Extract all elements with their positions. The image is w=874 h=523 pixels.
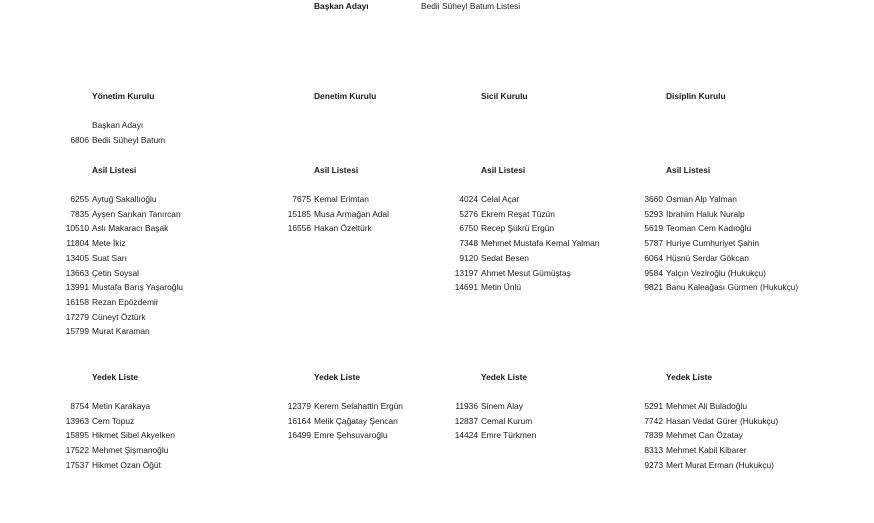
member-name: Huriye Cumhuriyet Şahin bbox=[666, 238, 760, 249]
chair-number: 6806 bbox=[70, 135, 89, 145]
member-name: Aytuğ Sakallıoğlu bbox=[92, 194, 157, 204]
member-number: 9120 bbox=[459, 252, 478, 263]
list-item bbox=[55, 192, 183, 207]
asil-list-denetim bbox=[283, 192, 389, 236]
list-item bbox=[639, 236, 798, 251]
member-number: 5293 bbox=[644, 208, 663, 219]
yedek-list-sicil bbox=[450, 399, 536, 443]
list-item bbox=[55, 280, 183, 295]
member-name: Kerem Selahattin Ergün bbox=[314, 401, 403, 411]
member-number: 11804 bbox=[66, 238, 89, 249]
member-name: Osman Alp Yalman bbox=[666, 194, 737, 204]
list-item bbox=[450, 414, 536, 429]
list-item bbox=[55, 458, 175, 473]
member-name: Kemal Erimtan bbox=[314, 194, 369, 204]
asil-title-sicil: Asil Listesi bbox=[481, 165, 526, 175]
list-item bbox=[283, 428, 403, 443]
member-name: Emre Şehsuvaroğlu bbox=[314, 430, 388, 441]
member-number: 8754 bbox=[70, 401, 89, 411]
list-item bbox=[55, 266, 183, 281]
list-item bbox=[639, 428, 778, 443]
member-number: 5291 bbox=[644, 401, 663, 411]
member-name: Cem Topuz bbox=[92, 415, 135, 426]
member-number: 7348 bbox=[459, 238, 478, 249]
list-item bbox=[450, 207, 599, 222]
list-item bbox=[55, 221, 183, 236]
list-item bbox=[639, 266, 798, 281]
member-number: 12379 bbox=[287, 401, 311, 411]
list-item bbox=[55, 428, 175, 443]
member-name: Rezan Epözdemir bbox=[92, 296, 159, 307]
member-number: 7675 bbox=[292, 194, 311, 204]
list-item bbox=[55, 310, 183, 325]
list-item bbox=[55, 443, 175, 458]
member-name: Sedat Besen bbox=[481, 252, 529, 263]
member-name: Celal Açar bbox=[481, 194, 520, 204]
member-number: 14691 bbox=[454, 282, 478, 293]
member-number: 17279 bbox=[65, 311, 89, 322]
list-item bbox=[55, 251, 183, 266]
member-number: 9273 bbox=[644, 459, 663, 470]
member-name: Metin Karakaya bbox=[92, 401, 151, 411]
list-item bbox=[55, 399, 175, 414]
list-item bbox=[283, 207, 389, 222]
list-item bbox=[450, 221, 599, 236]
member-number: 6064 bbox=[644, 252, 663, 263]
yedek-title-denetim: Yedek Liste bbox=[314, 372, 361, 382]
member-number: 10510 bbox=[65, 223, 89, 234]
list-item bbox=[639, 458, 778, 473]
asil-title-denetim: Asil Listesi bbox=[314, 165, 359, 175]
member-number: 15185 bbox=[287, 208, 311, 219]
member-number: 13663 bbox=[65, 267, 89, 278]
yedek-title-disiplin: Yedek Liste bbox=[666, 372, 713, 382]
member-name: Mete İkiz bbox=[92, 238, 126, 249]
member-number: 9584 bbox=[644, 267, 663, 278]
asil-list-disiplin bbox=[639, 192, 798, 295]
member-number: 16556 bbox=[287, 223, 311, 234]
member-name: Hüsnü Serdar Gökcan bbox=[666, 252, 749, 263]
member-name: Metin Ünlü bbox=[481, 282, 522, 293]
member-name: Hasan Vedat Gürer (Hukukçu) bbox=[666, 415, 779, 426]
col-title-denetim: Denetim Kurulu bbox=[314, 91, 377, 101]
col-title-yonetim: Yönetim Kurulu bbox=[92, 91, 155, 101]
member-name: Cemal Kurum bbox=[481, 415, 533, 426]
member-name: Mustafa Barış Yaşaroğlu bbox=[92, 282, 183, 293]
chair-row bbox=[55, 133, 165, 148]
member-name: Hikmet Ozan Öğüt bbox=[92, 459, 161, 470]
list-item bbox=[639, 414, 778, 429]
list-item bbox=[639, 443, 778, 458]
member-name: Mehmet Can Özatay bbox=[666, 430, 743, 441]
list-item bbox=[639, 399, 778, 414]
list-item bbox=[450, 428, 536, 443]
member-number: 13197 bbox=[454, 267, 478, 278]
member-number: 13405 bbox=[65, 252, 89, 263]
asil-title-disiplin: Asil Listesi bbox=[666, 165, 711, 175]
member-name: Aslı Makaracı Başak bbox=[92, 223, 169, 234]
list-item bbox=[283, 192, 389, 207]
list-item bbox=[450, 399, 536, 414]
member-name: Ekrem Reşat Tüzün bbox=[481, 208, 555, 219]
list-item bbox=[283, 221, 389, 236]
member-number: 6255 bbox=[70, 194, 89, 204]
member-name: Melik Çağatay Şencan bbox=[314, 415, 398, 426]
member-name: İbrahim Haluk Nuralp bbox=[666, 208, 745, 219]
member-number: 6750 bbox=[459, 223, 478, 234]
member-name: Mehmet Mustafa Kemal Yalman bbox=[481, 238, 600, 249]
member-name: Hikmet Sibel Akyelken bbox=[92, 430, 175, 441]
list-item bbox=[639, 280, 798, 295]
member-number: 12837 bbox=[454, 415, 478, 426]
member-number: 13991 bbox=[65, 282, 89, 293]
asil-title-yonetim: Asil Listesi bbox=[92, 165, 137, 175]
member-name: Ahmet Mesut Gümüştaş bbox=[481, 267, 571, 278]
member-name: Emre Türkmen bbox=[481, 430, 537, 441]
member-name: Yalçın Veziroğlu (Hukukçu) bbox=[666, 267, 766, 278]
member-number: 17537 bbox=[65, 459, 89, 470]
member-name: Cüneyt Öztürk bbox=[92, 311, 146, 322]
member-name: Mert Murat Erman (Hukukçu) bbox=[666, 459, 774, 470]
col-title-sicil: Sicil Kurulu bbox=[481, 91, 528, 101]
member-name: Banu Kaleağası Gürmen (Hukukçu) bbox=[666, 282, 799, 293]
member-name: Recep Şükrü Ergün bbox=[481, 223, 555, 234]
header-value: Bedii Süheyl Batum Listesi bbox=[421, 1, 521, 11]
list-item bbox=[450, 236, 599, 251]
yedek-list-yonetim bbox=[55, 399, 175, 473]
list-item bbox=[283, 399, 403, 414]
member-number: 16158 bbox=[65, 296, 89, 307]
list-item bbox=[283, 414, 403, 429]
member-number: 5276 bbox=[459, 208, 478, 219]
asil-list-yonetim bbox=[55, 192, 183, 339]
member-name: Hakan Özeltürk bbox=[314, 223, 372, 234]
member-name: Suat Sarı bbox=[92, 252, 127, 263]
list-item bbox=[55, 236, 183, 251]
member-number: 5787 bbox=[644, 238, 663, 249]
member-number: 3660 bbox=[644, 194, 663, 204]
member-number: 15895 bbox=[65, 430, 89, 441]
member-name: Çetin Soysal bbox=[92, 267, 140, 278]
member-number: 13963 bbox=[65, 415, 89, 426]
member-number: 7835 bbox=[70, 208, 89, 219]
member-number: 17522 bbox=[65, 445, 89, 456]
member-number: 14424 bbox=[454, 430, 478, 441]
member-number: 16499 bbox=[287, 430, 311, 441]
yedek-title-sicil: Yedek Liste bbox=[481, 372, 528, 382]
list-item bbox=[55, 207, 183, 222]
member-number: 15799 bbox=[65, 326, 89, 337]
asil-list-sicil bbox=[450, 192, 599, 295]
yedek-list-denetim bbox=[283, 399, 403, 443]
col-title-disiplin: Disiplin Kurulu bbox=[666, 91, 726, 101]
list-item bbox=[55, 295, 183, 310]
member-name: Ayşen Sarıkan Tanırcan bbox=[92, 208, 181, 219]
list-item bbox=[450, 251, 599, 266]
member-number: 5619 bbox=[644, 223, 663, 234]
member-name: Sinem Alay bbox=[481, 401, 523, 411]
member-name: Musa Armağan Adal bbox=[314, 208, 389, 219]
yedek-title-yonetim: Yedek Liste bbox=[92, 372, 139, 382]
member-number: 4024 bbox=[459, 194, 478, 204]
chair-name: Bedii Süheyl Batum bbox=[92, 135, 166, 145]
member-number: 11936 bbox=[455, 401, 478, 411]
member-name: Mehmet Şişmanoğlu bbox=[92, 445, 169, 456]
list-item bbox=[639, 192, 798, 207]
list-item bbox=[55, 414, 175, 429]
list-item bbox=[639, 251, 798, 266]
member-name: Teoman Cem Kadıoğlu bbox=[666, 223, 752, 234]
member-name: Mehmet Ali Buladoğlu bbox=[666, 401, 748, 411]
member-number: 16164 bbox=[287, 415, 311, 426]
member-name: Murat Karaman bbox=[92, 326, 150, 337]
member-number: 7742 bbox=[644, 415, 663, 426]
member-number: 8313 bbox=[644, 445, 663, 456]
yedek-list-disiplin bbox=[639, 399, 778, 473]
list-item bbox=[639, 207, 798, 222]
chair-label: Başkan Adayı bbox=[92, 120, 144, 130]
member-name: Mehmet Kabil Kibarer bbox=[666, 445, 747, 456]
member-number: 9821 bbox=[644, 282, 663, 293]
list-item bbox=[450, 280, 599, 295]
list-item bbox=[450, 192, 599, 207]
list-item bbox=[55, 324, 183, 339]
header-label: Başkan Adayı bbox=[314, 1, 369, 11]
list-item bbox=[639, 221, 798, 236]
list-item bbox=[450, 266, 599, 281]
member-number: 7839 bbox=[644, 430, 663, 441]
